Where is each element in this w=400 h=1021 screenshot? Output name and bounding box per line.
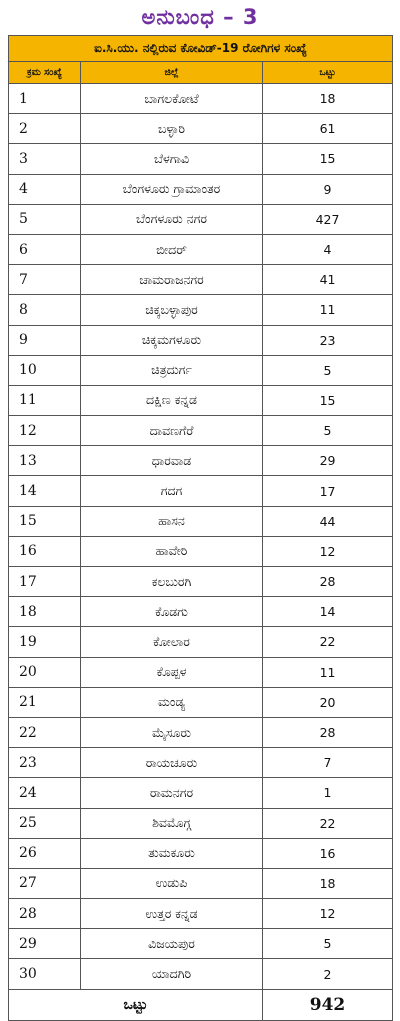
row-district-name: ಬಳ್ಳಾರಿ — [81, 114, 263, 144]
row-serial-number: 29 — [9, 929, 81, 959]
row-total-count: 5 — [263, 929, 393, 959]
grand-total-value: 942 — [263, 989, 393, 1020]
row-total-count: 44 — [263, 506, 393, 536]
row-serial-number: 3 — [9, 144, 81, 174]
row-serial-number: 4 — [9, 174, 81, 204]
table-row — [9, 808, 393, 838]
row-total-count: 12 — [263, 536, 393, 566]
row-district-name: ಬೆಂಗಳೂರು ನಗರ — [81, 204, 263, 234]
table-row — [9, 204, 393, 234]
grand-total-label: ಒಟ್ಟು — [9, 989, 263, 1020]
table-row — [9, 114, 393, 144]
row-total-count: 29 — [263, 446, 393, 476]
row-serial-number: 27 — [9, 868, 81, 898]
icu-patients-table — [8, 35, 393, 1021]
row-serial-number: 22 — [9, 717, 81, 747]
table-row — [9, 929, 393, 959]
row-serial-number: 1 — [9, 84, 81, 114]
row-district-name: ಬೆಳಗಾವಿ — [81, 144, 263, 174]
row-total-count: 15 — [263, 144, 393, 174]
row-total-count: 1 — [263, 778, 393, 808]
row-serial-number: 8 — [9, 295, 81, 325]
table-row — [9, 748, 393, 778]
table-row — [9, 355, 393, 385]
row-total-count: 4 — [263, 234, 393, 264]
row-total-count: 16 — [263, 838, 393, 868]
row-total-count: 28 — [263, 567, 393, 597]
row-total-count: 9 — [263, 174, 393, 204]
table-row — [9, 144, 393, 174]
row-serial-number: 16 — [9, 536, 81, 566]
row-district-name: ಗದಗ — [81, 476, 263, 506]
row-serial-number: 26 — [9, 838, 81, 868]
row-total-count: 5 — [263, 416, 393, 446]
table-row — [9, 717, 393, 747]
table-row — [9, 627, 393, 657]
table-row — [9, 325, 393, 355]
row-total-count: 15 — [263, 385, 393, 415]
table-row — [9, 959, 393, 989]
row-district-name: ಚಿಕ್ಕಬಳ್ಳಾಪುರ — [81, 295, 263, 325]
table-row — [9, 597, 393, 627]
row-total-count: 14 — [263, 597, 393, 627]
row-district-name: ಬೀದರ್ — [81, 234, 263, 264]
row-total-count: 12 — [263, 899, 393, 929]
table-row — [9, 838, 393, 868]
table-caption: ಐ.ಸಿ.ಯು. ನಲ್ಲಿರುವ ಕೋವಿಡ್-19 ರೋಗಿಗಳ ಸಂಖ್ಯೆ — [9, 36, 393, 62]
table-row — [9, 536, 393, 566]
table-row — [9, 265, 393, 295]
table-row — [9, 234, 393, 264]
row-total-count: 2 — [263, 959, 393, 989]
row-serial-number: 24 — [9, 778, 81, 808]
table-row — [9, 476, 393, 506]
row-district-name: ವಿಜಯಪುರ — [81, 929, 263, 959]
row-district-name: ಮೈಸೂರು — [81, 717, 263, 747]
row-total-count: 7 — [263, 748, 393, 778]
row-serial-number: 18 — [9, 597, 81, 627]
row-district-name: ದಕ್ಷಿಣ ಕನ್ನಡ — [81, 385, 263, 415]
row-total-count: 28 — [263, 717, 393, 747]
row-serial-number: 11 — [9, 385, 81, 415]
row-serial-number: 10 — [9, 355, 81, 385]
row-total-count: 11 — [263, 295, 393, 325]
row-serial-number: 7 — [9, 265, 81, 295]
annex-title: ಅನುಬಂಧ – 3 — [141, 5, 259, 29]
table-row — [9, 687, 393, 717]
table-row — [9, 506, 393, 536]
table-row — [9, 567, 393, 597]
row-district-name: ಕೋಲಾರ — [81, 627, 263, 657]
row-total-count: 61 — [263, 114, 393, 144]
row-district-name: ಕೊಡಗು — [81, 597, 263, 627]
table-row — [9, 416, 393, 446]
row-serial-number: 30 — [9, 959, 81, 989]
row-district-name: ಕಲಬುರಗಿ — [81, 567, 263, 597]
row-serial-number: 25 — [9, 808, 81, 838]
row-district-name: ಹಾವೇರಿ — [81, 536, 263, 566]
row-district-name: ಉಡುಪಿ — [81, 868, 263, 898]
table-row — [9, 295, 393, 325]
row-total-count: 20 — [263, 687, 393, 717]
row-total-count: 5 — [263, 355, 393, 385]
row-district-name: ರಾಮನಗರ — [81, 778, 263, 808]
row-district-name: ಧಾರವಾಡ — [81, 446, 263, 476]
table-row — [9, 84, 393, 114]
row-district-name: ಉತ್ತರ ಕನ್ನಡ — [81, 899, 263, 929]
row-serial-number: 14 — [9, 476, 81, 506]
row-serial-number: 21 — [9, 687, 81, 717]
row-district-name: ದಾವಣಗೆರೆ — [81, 416, 263, 446]
row-district-name: ಬಾಗಲಕೋಟೆ — [81, 84, 263, 114]
header-district: ಜಿಲ್ಲೆ — [81, 62, 263, 84]
row-serial-number: 13 — [9, 446, 81, 476]
row-serial-number: 28 — [9, 899, 81, 929]
row-total-count: 18 — [263, 84, 393, 114]
table-row — [9, 868, 393, 898]
row-total-count: 41 — [263, 265, 393, 295]
header-total: ಒಟ್ಟು — [263, 62, 393, 84]
header-serial-number: ಕ್ರಮ ಸಂಖ್ಯೆ — [9, 62, 81, 84]
table-row — [9, 778, 393, 808]
row-total-count: 23 — [263, 325, 393, 355]
row-total-count: 17 — [263, 476, 393, 506]
row-district-name: ಕೊಪ್ಪಳ — [81, 657, 263, 687]
table-header-row — [9, 62, 393, 84]
row-total-count: 18 — [263, 868, 393, 898]
row-district-name: ಚಿತ್ರದುರ್ಗ — [81, 355, 263, 385]
row-district-name: ಹಾಸನ — [81, 506, 263, 536]
row-total-count: 22 — [263, 808, 393, 838]
row-district-name: ಚಾಮರಾಜನಗರ — [81, 265, 263, 295]
row-serial-number: 17 — [9, 567, 81, 597]
grand-total-row — [9, 989, 393, 1020]
row-serial-number: 20 — [9, 657, 81, 687]
table-row — [9, 899, 393, 929]
table-row — [9, 657, 393, 687]
row-district-name: ಶಿವಮೊಗ್ಗ — [81, 808, 263, 838]
row-total-count: 427 — [263, 204, 393, 234]
row-serial-number: 5 — [9, 204, 81, 234]
row-district-name: ಮಂಡ್ಯ — [81, 687, 263, 717]
row-district-name: ಬೆಂಗಳೂರು ಗ್ರಾಮಾಂತರ — [81, 174, 263, 204]
row-serial-number: 19 — [9, 627, 81, 657]
table-body — [9, 84, 393, 990]
row-district-name: ತುಮಕೂರು — [81, 838, 263, 868]
row-serial-number: 15 — [9, 506, 81, 536]
table-row — [9, 446, 393, 476]
row-serial-number: 12 — [9, 416, 81, 446]
row-district-name: ಚಿಕ್ಕಮಗಳೂರು — [81, 325, 263, 355]
row-serial-number: 23 — [9, 748, 81, 778]
table-row — [9, 385, 393, 415]
row-serial-number: 6 — [9, 234, 81, 264]
row-district-name: ರಾಯಚೂರು — [81, 748, 263, 778]
table-caption-row — [9, 36, 393, 62]
row-district-name: ಯಾದಗಿರಿ — [81, 959, 263, 989]
table-row — [9, 174, 393, 204]
row-serial-number: 2 — [9, 114, 81, 144]
row-total-count: 22 — [263, 627, 393, 657]
row-serial-number: 9 — [9, 325, 81, 355]
row-total-count: 11 — [263, 657, 393, 687]
